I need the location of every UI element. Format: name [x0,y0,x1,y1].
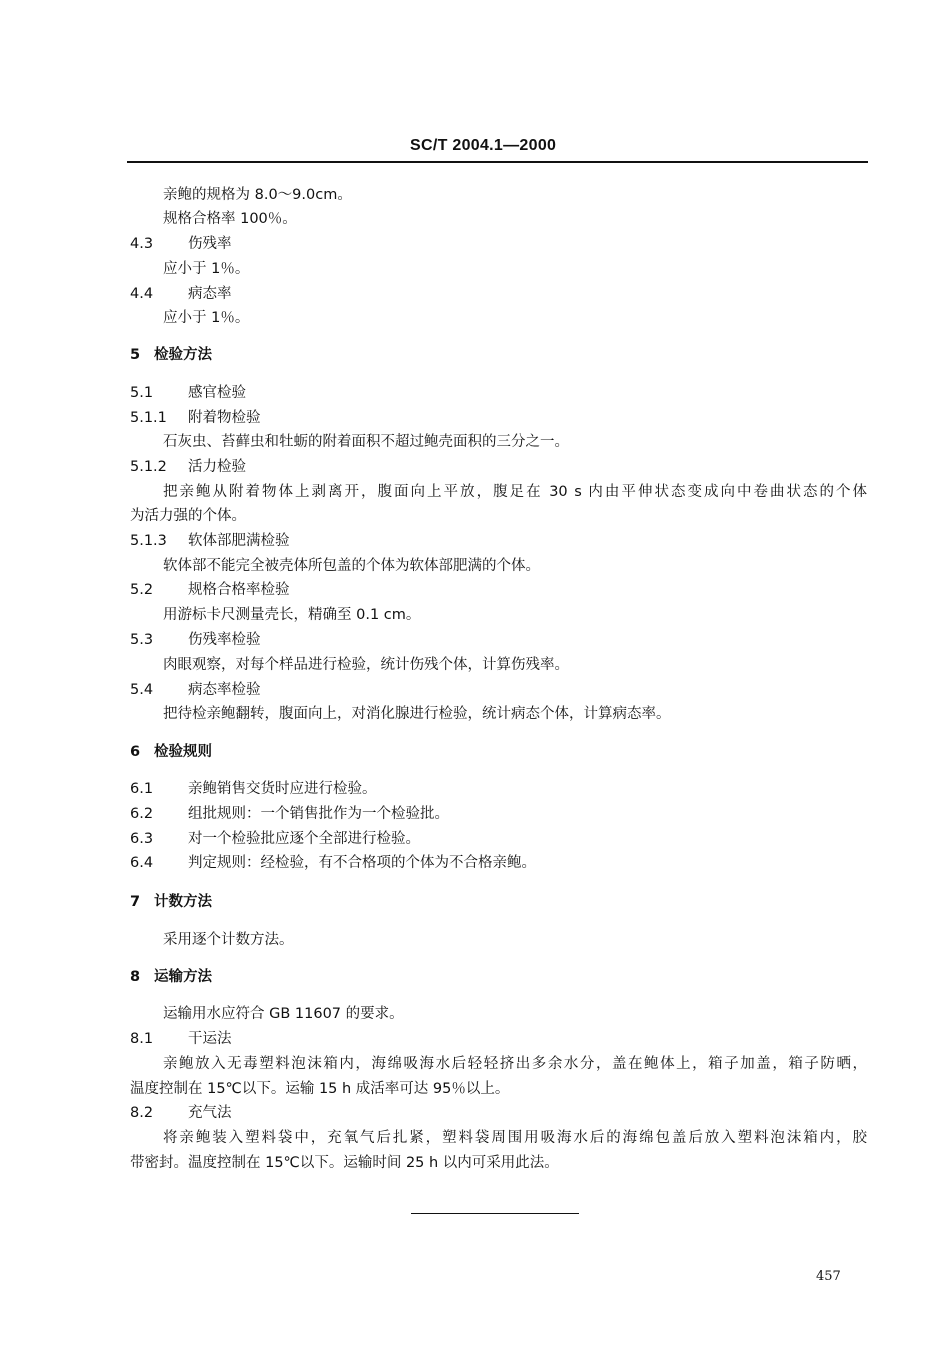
clause-text: 组批规则：一个销售批作为一个检验批。 [188,806,449,822]
clause-5-3-text: 肉眼观察，对每个样品进行检验，统计伤残个体，计算伤残率。 [163,657,569,673]
clause-number: 5.3 [130,632,154,648]
section-title: 运输方法 [154,969,212,985]
clause-number: 6.2 [130,806,154,822]
clause-title: 干运法 [188,1031,232,1047]
clause-6-3 [130,829,420,849]
clause-8-2-heading [130,1103,232,1123]
clause-8-1-text-line1: 亲鲍放入无毒塑料泡沫箱内，海绵吸海水后轻轻挤出多余水分，盖在鲍体上，箱子加盖，箱子防晒， [163,1056,867,1072]
clause-number: 6.1 [130,781,154,797]
section-8-text: 运输用水应符合 GB 11607 的要求。 [163,1006,404,1022]
clause-number: 5.1 [130,385,154,401]
clause-number: 5.1.3 [130,533,167,549]
clause-title: 附着物检验 [188,410,261,426]
clause-text: 判定规则：经检验，有不合格项的个体为不合格亲鲍。 [188,855,536,871]
clause-8-2-text-line2: 带密封。温度控制在 15℃以下。运输时间 25 h 以内可采用此法。 [130,1155,559,1171]
clause-number: 8.1 [130,1031,154,1047]
section-6-heading [130,742,212,762]
clause-5-1-3-text: 软体部不能完全被壳体所包盖的个体为软体部肥满的个体。 [163,558,540,574]
clause-title: 充气法 [188,1105,232,1121]
clause-5-1-2-text-line1: 把亲鲍从附着物体上剥离开，腹面向上平放，腹足在 30 s 内由平伸状态变成向中卷曲状态的个体 [163,484,867,500]
clause-4-4-heading [130,284,232,304]
clause-title: 伤残率 [188,236,232,252]
spec-line: 亲鲍的规格为 8.0～9.0cm。 [163,187,352,203]
clause-5-3-heading [130,630,261,650]
clause-number: 5.1.1 [130,410,167,426]
section-7-text: 采用逐个计数方法。 [163,932,294,948]
clause-title: 病态率检验 [188,682,261,698]
clause-title: 感官检验 [188,385,246,401]
clause-6-4 [130,853,536,873]
clause-4-3-text: 应小于 1％。 [163,261,250,277]
clause-title: 规格合格率检验 [188,582,290,598]
clause-number: 5.2 [130,582,154,598]
clause-5-1-heading [130,383,246,403]
clause-5-1-2-heading [130,457,246,477]
clause-5-4-heading [130,680,261,700]
clause-5-4-text: 把待检亲鲍翻转，腹面向上，对消化腺进行检验，统计病态个体，计算病态率。 [163,706,671,722]
clause-number: 5.1.2 [130,459,167,475]
clause-6-2 [130,804,449,824]
clause-8-2-text-line1: 将亲鲍装入塑料袋中，充氧气后扎紧，塑料袋周围用吸海水后的海绵包盖后放入塑料泡沫箱内，胶 [163,1130,867,1146]
section-title: 检验规则 [154,744,212,760]
clause-number: 4.3 [130,236,154,252]
clause-8-1-text-line2: 温度控制在 15℃以下。运输 15 h 成活率可达 95％以上。 [130,1081,510,1097]
clause-5-2-heading [130,580,290,600]
clause-5-2-text: 用游标卡尺测量壳长，精确至 0.1 cm。 [163,607,421,623]
clause-title: 活力检验 [188,459,246,475]
clause-title: 病态率 [188,286,232,302]
clause-5-1-3-heading [130,531,290,551]
clause-text: 对一个检验批应逐个全部进行检验。 [188,831,420,847]
clause-number: 8.2 [130,1105,154,1121]
header-rule [127,161,868,163]
clause-4-4-text: 应小于 1％。 [163,310,250,326]
end-of-document-rule [411,1213,579,1214]
section-number: 5 [130,347,141,363]
section-number: 7 [130,894,141,910]
clause-5-1-2-text-line2: 为活力强的个体。 [130,508,246,524]
clause-number: 4.4 [130,286,154,302]
standard-number-header: SC/T 2004.1—2000 [410,137,557,154]
spec-pass-rate-line: 规格合格率 100％。 [163,211,297,227]
section-8-heading [130,967,212,987]
section-number: 8 [130,969,141,985]
section-7-heading [130,892,212,912]
clause-number: 6.3 [130,831,154,847]
clause-text: 亲鲍销售交货时应进行检验。 [188,781,377,797]
clause-5-1-1-heading [130,408,261,428]
section-title: 检验方法 [154,347,212,363]
clause-number: 6.4 [130,855,154,871]
clause-8-1-heading [130,1029,232,1049]
clause-6-1 [130,779,377,799]
clause-number: 5.4 [130,682,154,698]
clause-5-1-1-text: 石灰虫、苔藓虫和牡蛎的附着面积不超过鲍壳面积的三分之一。 [163,434,569,450]
section-5-heading [130,345,212,365]
clause-title: 伤残率检验 [188,632,261,648]
section-title: 计数方法 [154,894,212,910]
clause-title: 软体部肥满检验 [188,533,290,549]
page-number: 457 [816,1269,841,1284]
section-number: 6 [130,744,141,760]
clause-4-3-heading [130,234,232,254]
